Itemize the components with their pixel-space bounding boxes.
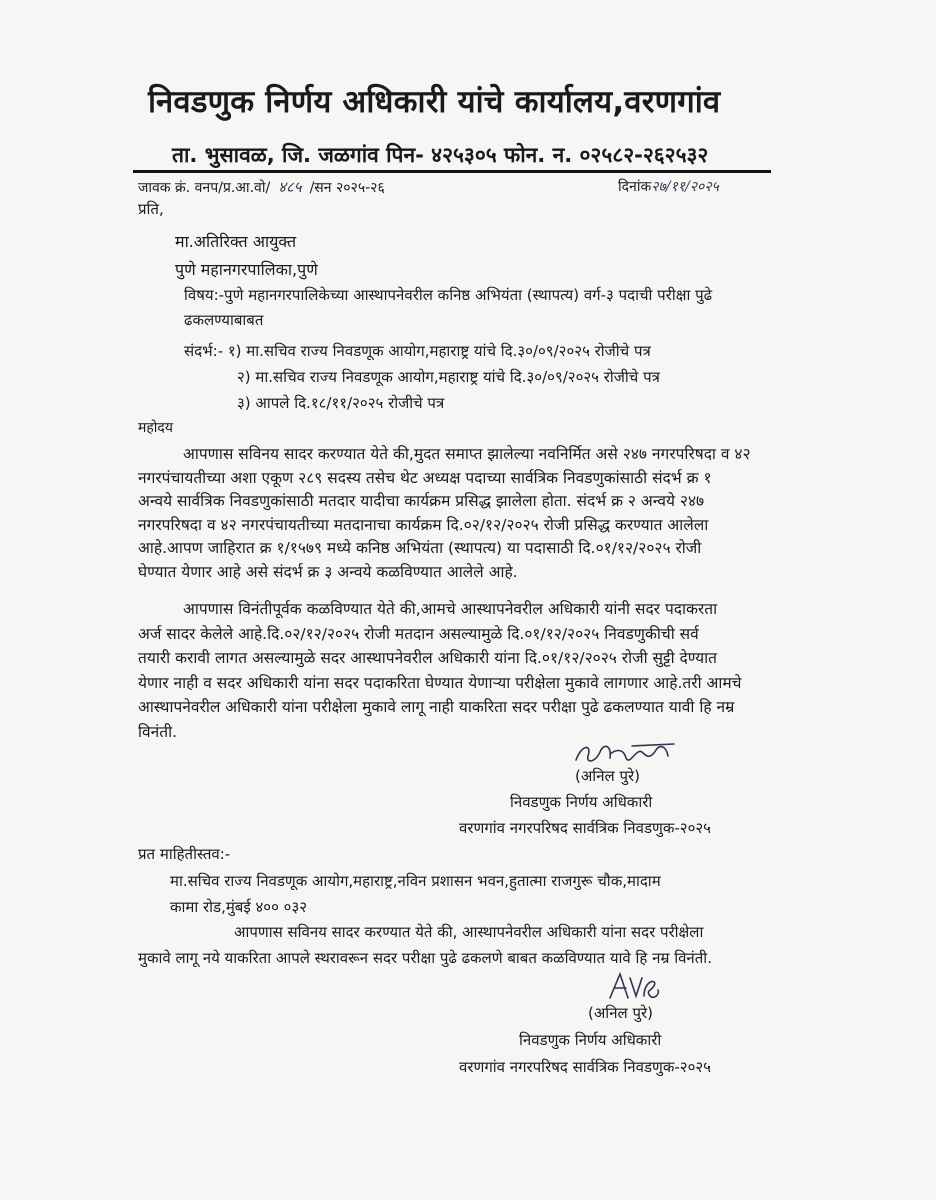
office-address: ता. भुसावळ, जि. जळगांव पिन- ४२५३०५ फोन. न. ०२५८२-२६२५३२ <box>172 143 709 167</box>
outward-prefix: जावक क्रं. वनप/प्र.आ.वो/ <box>138 180 271 196</box>
paragraph-line: आस्थापनेवरील अधिकारी यांना परीक्षेला मुकावे लागू नाही याकरिता सदर परीक्षा पुढे ढकलण्यात यावी हि नम्र <box>138 698 735 716</box>
date-value: २७/११/२०२५ <box>651 179 719 195</box>
reference-3: ३) आपले दि.१८/११/२०२५ रोजीचे पत्र <box>237 394 445 412</box>
signatory-designation-1: निवडणुक निर्णय अधिकारी <box>510 793 653 811</box>
signatory-office-2: वरणगांव नगरपरिषद सार्वत्रिक निवडणुक-२०२५ <box>459 1058 711 1076</box>
handwritten-signature-2 <box>604 970 664 1004</box>
signatory-designation-2: निवडणुक निर्णय अधिकारी <box>519 1031 662 1049</box>
paragraph-line: आहे.आपण जाहिरात क्र १/१५७९ मध्ये कनिष्ठ अभियंता (स्थापत्य) या पदासाठी दि.०१/१२/२०२५ रोजी <box>138 539 702 557</box>
recipient-office: पुणे महानगरपालिका,पुणे <box>175 260 318 279</box>
paragraph-line: अन्वये सार्वत्रिक निवडणुकांसाठी मतदार यादीचा कार्यक्रम प्रसिद्ध झालेला होता. संदर्भ क्र २ अन्वये २४७ <box>138 492 705 510</box>
recipient-designation: मा.अतिरिक्त आयुक्त <box>175 232 297 251</box>
copy-text-line-1: आपणास सविनय सादर करण्यात येते की, आस्थापनेवरील अधिकारी यांना सदर परीक्षेला <box>234 923 704 941</box>
paragraph-line: अर्ज सादर केलेले आहे.दि.०२/१२/२०२५ रोजी मतदान असल्यामुळे दि.०१/१२/२०२५ निवडणुकीची सर्व <box>138 624 699 643</box>
office-title: निवडणुक निर्णय अधिकारी यांचे कार्यालय,वरणगांव <box>148 84 721 120</box>
outward-reference <box>138 177 385 197</box>
reference-1: संदर्भ:- १) मा.सचिव राज्य निवडणूक आयोग,महाराष्ट्र यांचे दि.३०/०९/२०२५ रोजीचे पत्र <box>184 342 651 360</box>
body-paragraph-1 <box>138 443 772 584</box>
paragraph-line: नगरपरिषदा व ४२ नगरपंचायतीच्या मतदानाचा कार्यक्रम दि.०२/१२/२०२५ रोजी प्रसिद्ध करण्यात आलेला <box>138 515 709 534</box>
signatory-office-1: वरणगांव नगरपरिषद सार्वत्रिक निवडणुक-२०२५ <box>459 819 711 837</box>
recipient-to: प्रति, <box>138 200 164 218</box>
date-prefix: दिनांक <box>618 179 652 195</box>
outward-number: ४८५ <box>278 178 302 196</box>
paragraph-line: विनंती. <box>138 722 178 741</box>
letter-date <box>618 177 719 196</box>
copy-addressee-line-1: मा.सचिव राज्य निवडणूक आयोग,महाराष्ट्र,नविन प्रशासन भवन,हुतात्मा राजगुरू चौक,मादाम <box>170 872 661 890</box>
reference-2: २) मा.सचिव राज्य निवडणूक आयोग,महाराष्ट्र यांचे दि.३०/०९/२०२५ रोजीचे पत्र <box>237 368 660 386</box>
paragraph-line: घेण्यात येणार आहे असे संदर्भ क्र ३ अन्वये कळविण्यात आलेले आहे. <box>138 562 518 581</box>
subject-line-2: ढकलण्याबाबत <box>184 311 264 329</box>
copy-addressee-line-2: कामा रोड,मुंबई ४०० ०३२ <box>170 898 308 916</box>
signatory-name-1: (अनिल पुरे) <box>575 767 640 785</box>
paragraph-line: नगरपंचायतीच्या अशा एकूण २८९ सदस्य तसेच थेट अध्यक्ष पदाच्या सार्वत्रिक निवडणुकांसाठी संदर्भ क्र १ <box>138 468 712 487</box>
paragraph-line: तयारी करावी लागत असल्यामुळे सदर आस्थापनेवरील अधिकारी यांना दि.०१/१२/२०२५ रोजी सुट्टी देण्यात <box>138 649 717 667</box>
paragraph-line: आपणास सविनय सादर करण्यात येते की,मुदत समाप्त झालेल्या नवनिर्मित असे २४७ नगरपरिषदा व ४२ <box>183 445 751 463</box>
paragraph-line: येणार नाही व सदर अधिकारी यांना सदर पदाकरिता घेण्यात येणाऱ्या परीक्षेला मुकावे लागणार आहे.तरी आमचे <box>138 673 742 692</box>
letterhead-divider <box>133 170 771 173</box>
signatory-name-2: (अनिल पुरे) <box>588 1004 653 1022</box>
salutation: महोदय <box>138 420 173 436</box>
paragraph-line: आपणास विनंतीपूर्वक कळविण्यात येते की,आमचे आस्थापनेवरील अधिकारी यांनी सदर पदाकरता <box>183 600 718 618</box>
subject-line-1: विषय:-पुणे महानगरपालिकेच्या आस्थापनेवरील कनिष्ठ अभियंता (स्थापत्य) वर्ग-३ पदाची परीक्षा पुढे <box>184 286 713 304</box>
session: /सन २०२५-२६ <box>309 180 385 196</box>
copy-text-line-2: मुकावे लागू नये याकरिता आपले स्थरावरून सदर परीक्षा पुढे ढकलणे बाबत कळविण्यात यावे हि नम्र विनंती. <box>138 949 712 967</box>
copy-heading: प्रत माहितीस्तव:- <box>138 845 231 863</box>
body-paragraph-2 <box>138 597 772 744</box>
